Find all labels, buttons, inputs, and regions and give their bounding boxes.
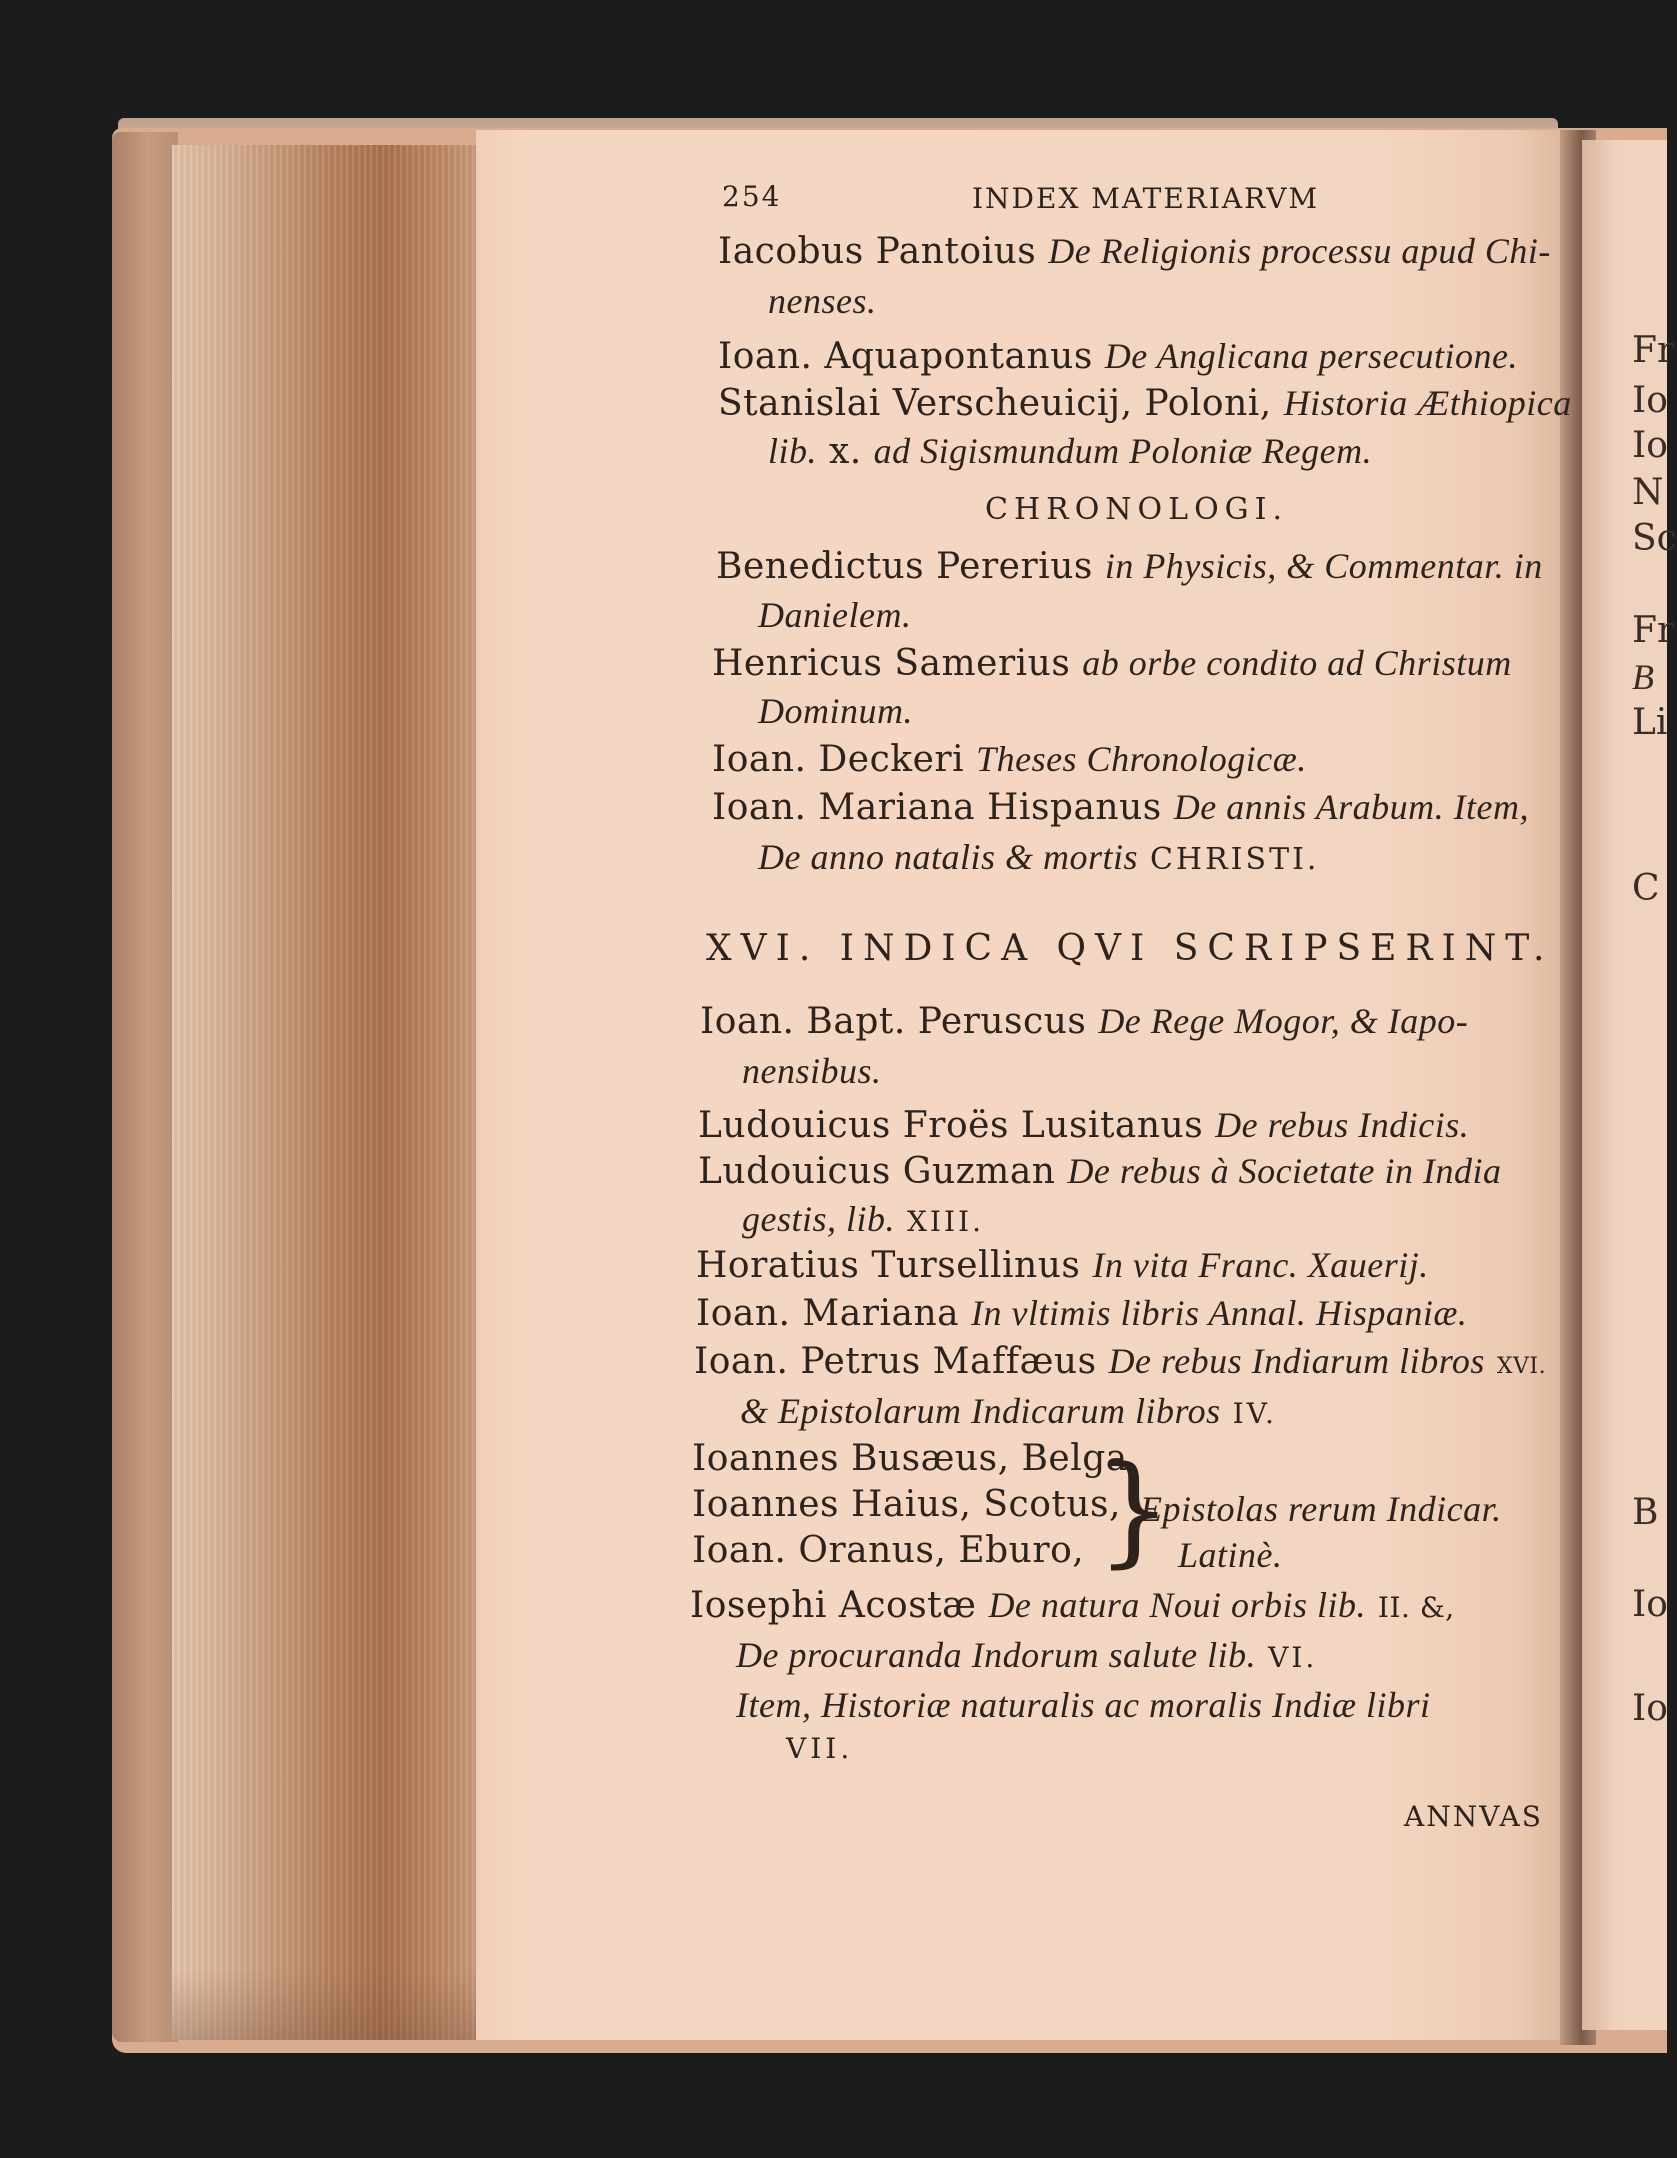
entry-work: De natura Noui orbis lib. [988,1585,1366,1625]
entry-work: ab orbe condito ad Christum [1082,643,1512,683]
entry-work: Theses Chronologicæ. [976,739,1307,779]
entry-author: Henricus Samerius [712,643,1071,684]
entry-work: De rebus Indicis. [1215,1105,1470,1145]
entry-work: De annis Arabum. Item, [1173,787,1530,827]
entry-line [718,335,1518,377]
entry-author: Ioan. Deckeri [712,739,965,780]
entry-author: Benedictus Pererius [716,546,1093,587]
entry-work: De Religionis processu apud Chi- [1048,231,1551,271]
entry-line [690,1584,1455,1626]
entry-line [698,1150,1502,1192]
entry-line [698,1104,1469,1146]
entry-author: Ioan. Mariana [696,1293,960,1334]
page-number: 254 [722,180,782,213]
facing-line-6: Fr [1632,610,1675,651]
facing-line-3: Io [1632,425,1668,466]
facing-line-5: Sc [1632,518,1677,559]
entry-line [696,1244,1429,1286]
running-title: INDEX MATERIARVM [972,182,1320,215]
entry-author-group: Ioannes Haius, Scotus, [692,1484,1121,1525]
entry-continuation [740,1390,1277,1432]
facing-line-10: B [1632,1492,1659,1533]
entry-line [718,382,1572,424]
chronologi-heading: CHRONOLOGI. [985,492,1289,527]
entry-number: VII. [786,1732,854,1765]
entry-work: De Anglicana persecutione. [1104,336,1519,376]
entry-line [716,545,1543,587]
entry-work: De rebus Indiarum libros [1108,1341,1485,1381]
entry-author: Ludouicus Froës Lusitanus [698,1105,1204,1146]
entry-work: lib. [768,431,818,471]
entry-work: De anno natalis & mortis [758,837,1139,877]
entry-author: Ludouicus Guzman [698,1151,1056,1192]
facing-line-11: Io [1632,1584,1668,1625]
entry-continuation [768,430,1372,472]
entry-work: Epistolas rerum Indicar. [1140,1489,1502,1529]
entry-work: De procuranda Indorum salute lib. [736,1635,1257,1675]
facing-line-9: C [1632,868,1660,909]
entry-work: De Rege Mogor, & Iapo- [1098,1001,1469,1041]
entry-line [718,230,1551,272]
christi-smallcaps: CHRISTI. [1149,842,1320,877]
facing-line-2: Io [1632,380,1668,421]
entry-author: Iosephi Acostæ [690,1585,977,1626]
entry-author-group: Ioan. Oranus, Eburo, [692,1530,1085,1571]
entry-continuation: nensibus. [742,1051,882,1091]
facing-line-4: N [1632,472,1664,513]
entry-work: De rebus à Societate in India [1067,1151,1502,1191]
facing-line-12: Io [1632,1688,1668,1729]
entry-number: XIII. [906,1205,984,1238]
entry-work: in Physicis, & Commentar. in [1104,546,1543,586]
entry-author: Ioan. Aquapontanus [718,336,1093,377]
entry-work: Latinè. [1178,1535,1283,1575]
entry-continuation: Dominum. [758,691,913,731]
entry-continuation [736,1634,1317,1676]
entry-work: gestis, lib. [742,1199,896,1239]
entry-line [700,1000,1468,1042]
entry-author: Horatius Tursellinus [696,1245,1081,1286]
facing-line-7: B [1632,657,1654,697]
entry-author: Ioan. Bapt. Peruscus [700,1001,1087,1042]
entry-work: Historia Æthiopica [1283,383,1572,423]
entry-number: II. &, [1377,1591,1455,1624]
facing-line-1: Fr [1632,330,1675,371]
entry-continuation [742,1198,984,1240]
entry-line [712,786,1529,828]
entry-number: x. [828,431,862,472]
entry-continuation: Danielem. [758,595,912,635]
entry-line [712,738,1307,780]
entry-author: Ioan. Petrus Maffæus [694,1341,1097,1382]
entry-work: In vltimis libris Annal. Hispaniæ. [971,1293,1468,1333]
facing-line-8: Li [1632,702,1668,743]
entry-continuation [758,836,1319,878]
entry-line [694,1340,1546,1382]
entry-author: Ioan. Mariana Hispanus [712,787,1162,828]
entry-work: In vita Franc. Xauerij. [1092,1245,1429,1285]
entry-work: ad Sigismundum Poloniæ Regem. [873,431,1373,471]
section-heading: XVI. INDICA QVI SCRIPSERINT. [706,928,1554,969]
entry-number: IV. [1232,1397,1277,1430]
entry-line [712,642,1512,684]
entry-continuation: Item, Historiæ naturalis ac moralis Indiæ libri [736,1685,1431,1725]
entry-number: XVI. [1496,1354,1547,1379]
entry-author: Stanislai Verscheuicij, Poloni, [718,383,1272,424]
entry-continuation: nenses. [768,281,877,321]
catchword: ANNVAS [1404,1800,1543,1833]
entry-author-group: Ioannes Busæus, Belga, [692,1438,1140,1479]
entry-number: VI. [1268,1641,1318,1674]
entry-work: & Epistolarum Indicarum libros [740,1391,1221,1431]
entry-line [696,1292,1467,1334]
curly-brace-icon: } [1096,1441,1173,1580]
entry-author: Iacobus Pantoius [718,231,1037,272]
